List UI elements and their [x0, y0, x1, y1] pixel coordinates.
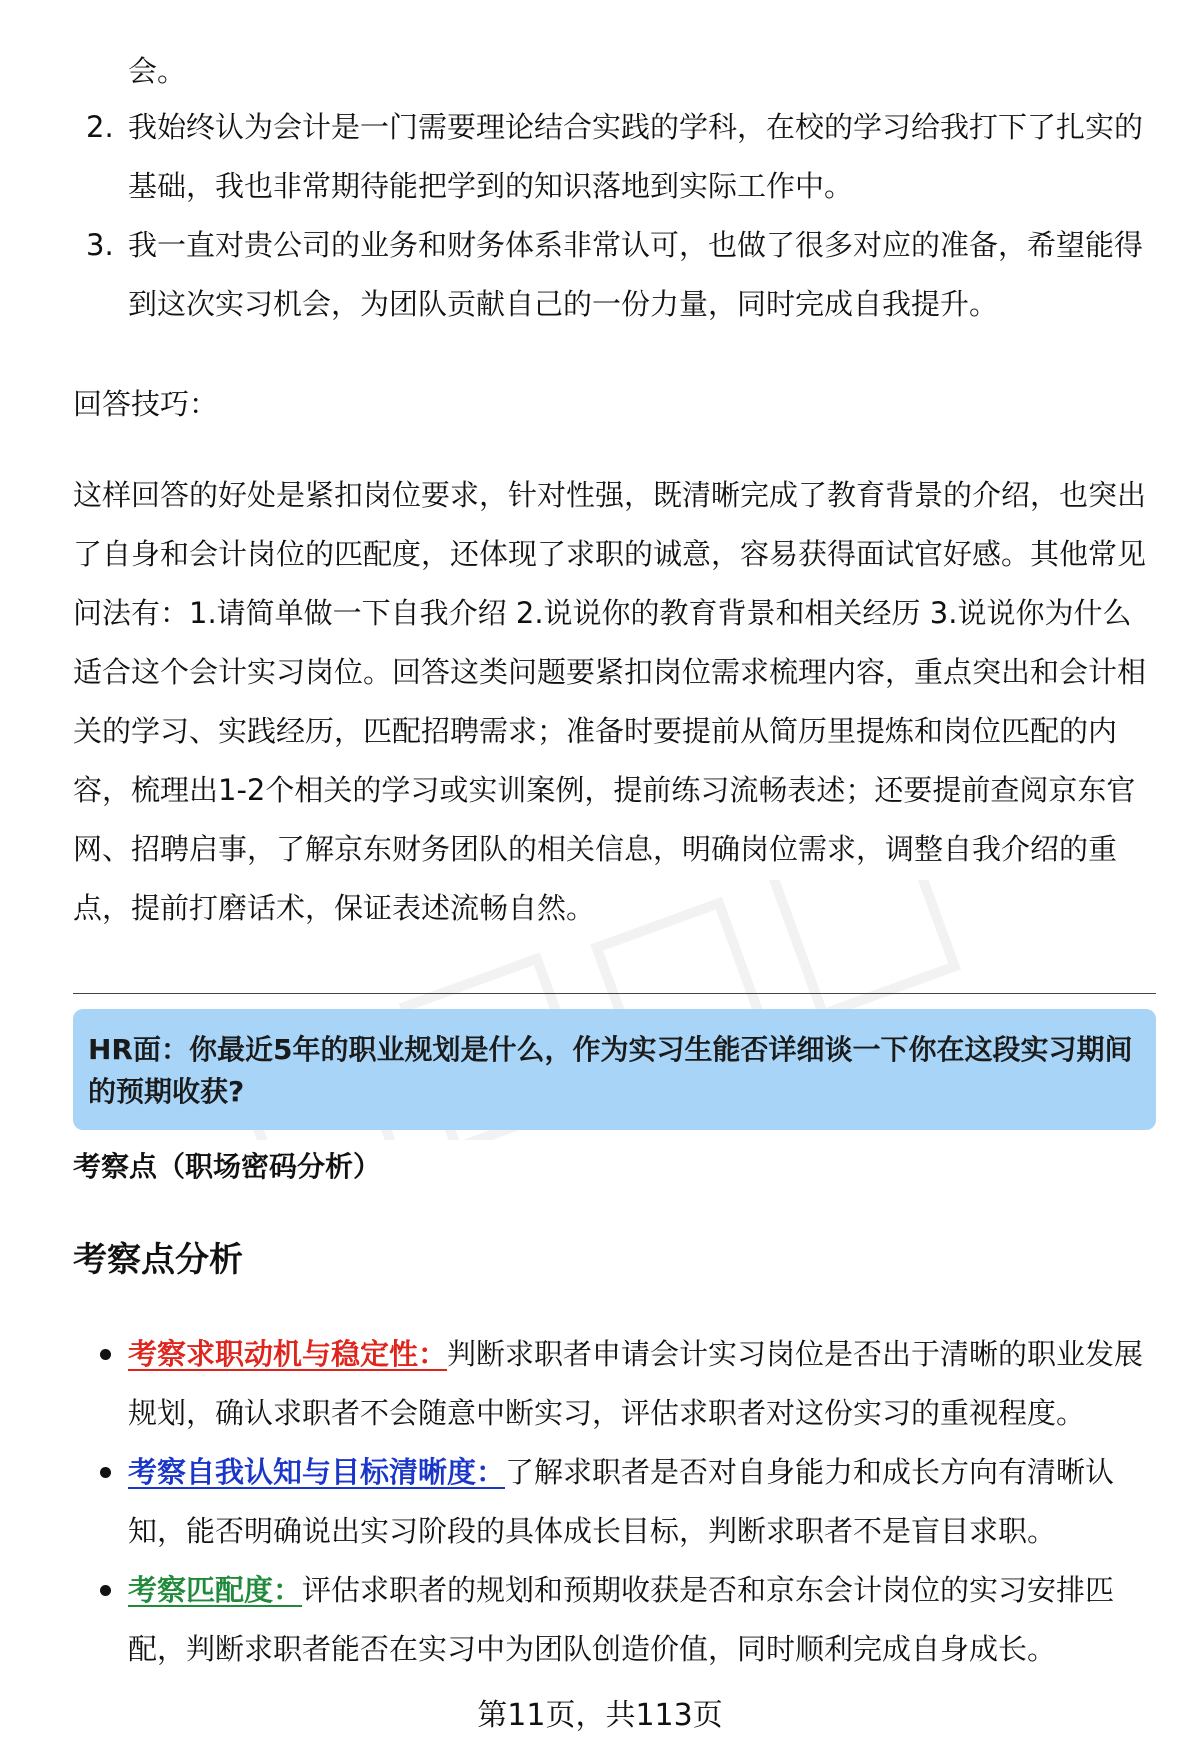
bullet-text: 评估求职者的规划和预期收获是否和京东会计岗位的实习安排匹配，判断求职者能否在实习中为团队创造价值，同时顺利完成自身成长。 — [128, 1573, 1115, 1666]
bullet-item — [100, 1443, 1156, 1561]
list-item-number: 2. — [86, 110, 114, 144]
numbered-list — [78, 98, 1158, 334]
bullet-item — [100, 1325, 1156, 1443]
section-heading: 考察点分析 — [73, 1240, 243, 1280]
bullet-key: 考察匹配度： — [128, 1573, 303, 1607]
tips-body: 这样回答的好处是紧扣岗位要求，针对性强，既清晰完成了教育背景的介绍，也突出了自身和会计岗位的匹配度，还体现了求职的诚意，容易获得面试官好感。其他常见问法有：1.请简单做一下自我介绍 2.说说你的教育背景和相关经历 3.说说你为什么适合这个会计实习岗位。回答这类问题要紧扣岗位需求梳理内容，重点突出和会计相关的学习、实践经历，匹配招聘需求；准备时要提前从简历里提炼和岗位匹配的内容，梳理出1-2个相关的学习或实训案例，提前练习流畅表述；还要提前查阅京东官网、招聘启事，了解京东财务团队的相关信息，明确岗位需求，调整自我介绍的重点，提前打磨话术，保证表述流畅自然。 — [73, 478, 1147, 925]
section-divider — [73, 993, 1156, 994]
continuation-text: 会。 — [128, 54, 187, 88]
hr-question: HR面：你最近5年的职业规划是什么，作为实习生能否详细谈一下你在这段实习期间的预期收获? — [88, 1033, 1133, 1108]
bullet-list — [100, 1325, 1156, 1679]
list-item-text: 我一直对贵公司的业务和财务体系非常认可，也做了很多对应的准备，希望能得到这次实习机会，为团队贡献自己的一份力量，同时完成自我提升。 — [128, 228, 1144, 321]
bullet-item — [100, 1561, 1156, 1679]
question-box — [73, 1009, 1156, 1130]
bullet-key: 考察自我认知与目标清晰度： — [128, 1455, 506, 1489]
bullet-dot-icon — [100, 1349, 111, 1360]
list-item-text: 我始终认为会计是一门需要理论结合实践的学科，在校的学习给我打下了扎实的基础，我也非常期待能把学到的知识落地到实际工作中。 — [128, 110, 1144, 203]
list-item — [78, 216, 1158, 334]
bullet-dot-icon — [100, 1467, 111, 1478]
subtitle-analysis-points: 考察点（职场密码分析） — [73, 1150, 382, 1183]
bullet-text: 了解求职者是否对自身能力和成长方向有清晰认知，能否明确说出实习阶段的具体成长目标，判断求职者不是盲目求职。 — [128, 1455, 1115, 1548]
list-item — [78, 98, 1158, 216]
tips-heading: 回答技巧： — [73, 387, 219, 421]
list-item-number: 3. — [86, 228, 114, 262]
bullet-key: 考察求职动机与稳定性： — [128, 1337, 448, 1371]
bullet-text: 判断求职者申请会计实习岗位是否出于清晰的职业发展规划，确认求职者不会随意中断实习，评估求职者对这份实习的重视程度。 — [128, 1337, 1144, 1430]
page-footer: 第11页，共113页 — [477, 1698, 723, 1733]
bullet-dot-icon — [100, 1585, 111, 1596]
